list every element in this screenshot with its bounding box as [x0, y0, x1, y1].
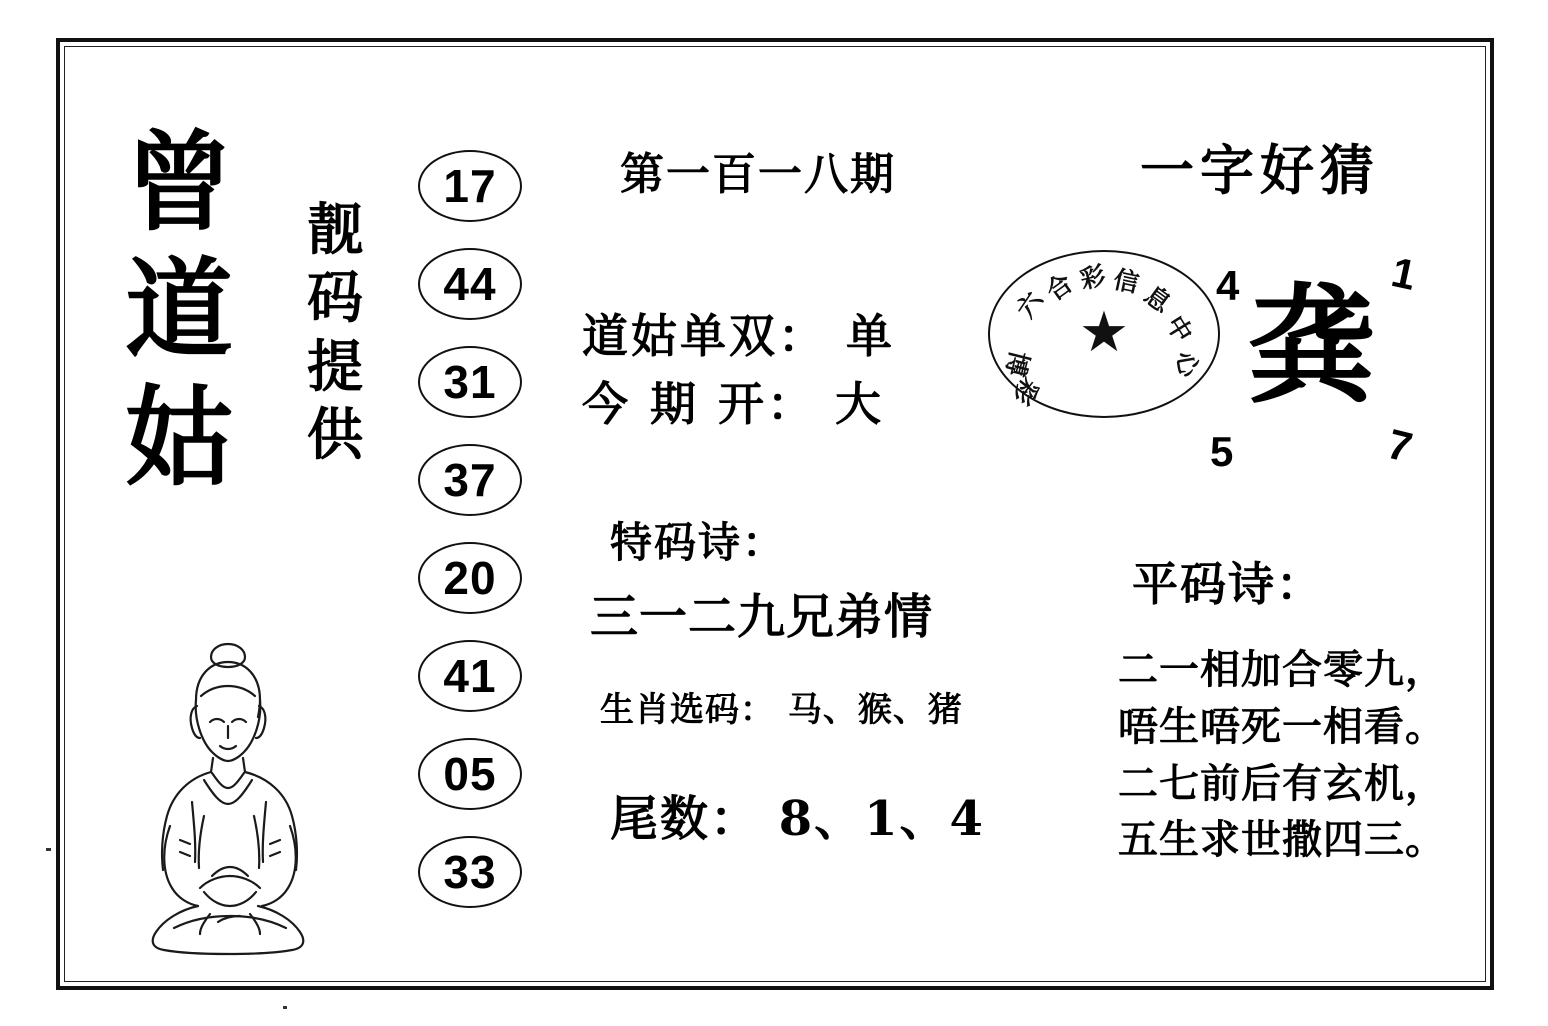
brand-subtitle [296, 196, 374, 469]
guess-character: 龚 [1248, 271, 1377, 421]
number-ball: 44 [418, 248, 522, 320]
seal-char: 彩 [1077, 260, 1109, 295]
special-poem-label: 特码诗： [610, 518, 787, 567]
seal-char: 信 [1110, 264, 1142, 299]
round-seal-star-icon [988, 250, 1220, 418]
flat-poem-line: 二七前后有玄机， [1118, 759, 1446, 807]
corner-number-top-right: 1 [1387, 248, 1421, 299]
tail-row [610, 780, 985, 849]
odd-even-label: 道姑单双： [582, 309, 827, 363]
number-ball: 20 [418, 542, 522, 614]
brand-subtitle-char-4: 供 [307, 401, 363, 468]
odd-even-value: 单 [846, 309, 896, 363]
seal-char: 息 [1138, 280, 1177, 319]
special-poem-line: 三一二九兄弟情 [590, 589, 934, 645]
brand-title [125, 120, 295, 502]
tail-value: 8、1、4 [778, 791, 985, 847]
flat-poem-line: 唔生唔死一相看。 [1118, 702, 1446, 750]
buddha-icon [100, 630, 370, 960]
seal-char: 心 [1170, 349, 1204, 380]
seal-char: 六 [1010, 286, 1049, 324]
tail-label: 尾数： [610, 791, 761, 847]
flat-poem-line: 五生求世撒四三。 [1118, 816, 1446, 864]
open-value: 大 [835, 377, 885, 431]
brand-title-line-2: 道 [125, 247, 234, 374]
open-label: 今 期 开： [582, 377, 817, 431]
brand-title-line-3: 姑 [125, 374, 234, 501]
open-row [582, 368, 884, 434]
seal-char: 彩 [1006, 372, 1045, 410]
seal-char: 中 [1160, 310, 1199, 348]
number-ball: 37 [418, 444, 522, 516]
brand-subtitle-char-1: 靓 [307, 197, 363, 263]
seal-char: 合 [1040, 268, 1079, 307]
corner-number-bottom-right: 7 [1382, 419, 1417, 472]
corner-number-bottom-left: 5 [1210, 428, 1234, 475]
number-column [418, 150, 538, 934]
right-title: 一字好猜 [1140, 138, 1380, 202]
odd-even-row [582, 300, 895, 366]
seal-char: 博 [999, 347, 1035, 380]
number-ball: 31 [418, 346, 522, 418]
zodiac-row [600, 682, 963, 731]
number-ball: 33 [418, 836, 522, 908]
scan-speck [283, 1006, 287, 1009]
number-ball: 17 [418, 150, 522, 222]
number-ball: 41 [418, 640, 522, 712]
zodiac-label: 生肖选码： [600, 690, 775, 730]
zodiac-value: 马、猴、猪 [787, 690, 963, 730]
brand-subtitle-char-3: 提 [307, 333, 363, 400]
issue-number: 第一百一八期 [620, 149, 896, 200]
flat-poem-line: 二一相加合零九， [1118, 646, 1446, 693]
flat-poem-label: 平码诗： [1132, 557, 1324, 611]
flat-poem [1118, 642, 1518, 869]
seal-star-glyph: ★ [1078, 301, 1130, 364]
brand-title-line-1: 曾 [125, 120, 234, 246]
brand-subtitle-char-2: 码 [307, 265, 363, 332]
scan-speck [46, 848, 51, 851]
corner-number-top-left: 4 [1216, 262, 1240, 309]
number-ball: 05 [418, 738, 522, 810]
